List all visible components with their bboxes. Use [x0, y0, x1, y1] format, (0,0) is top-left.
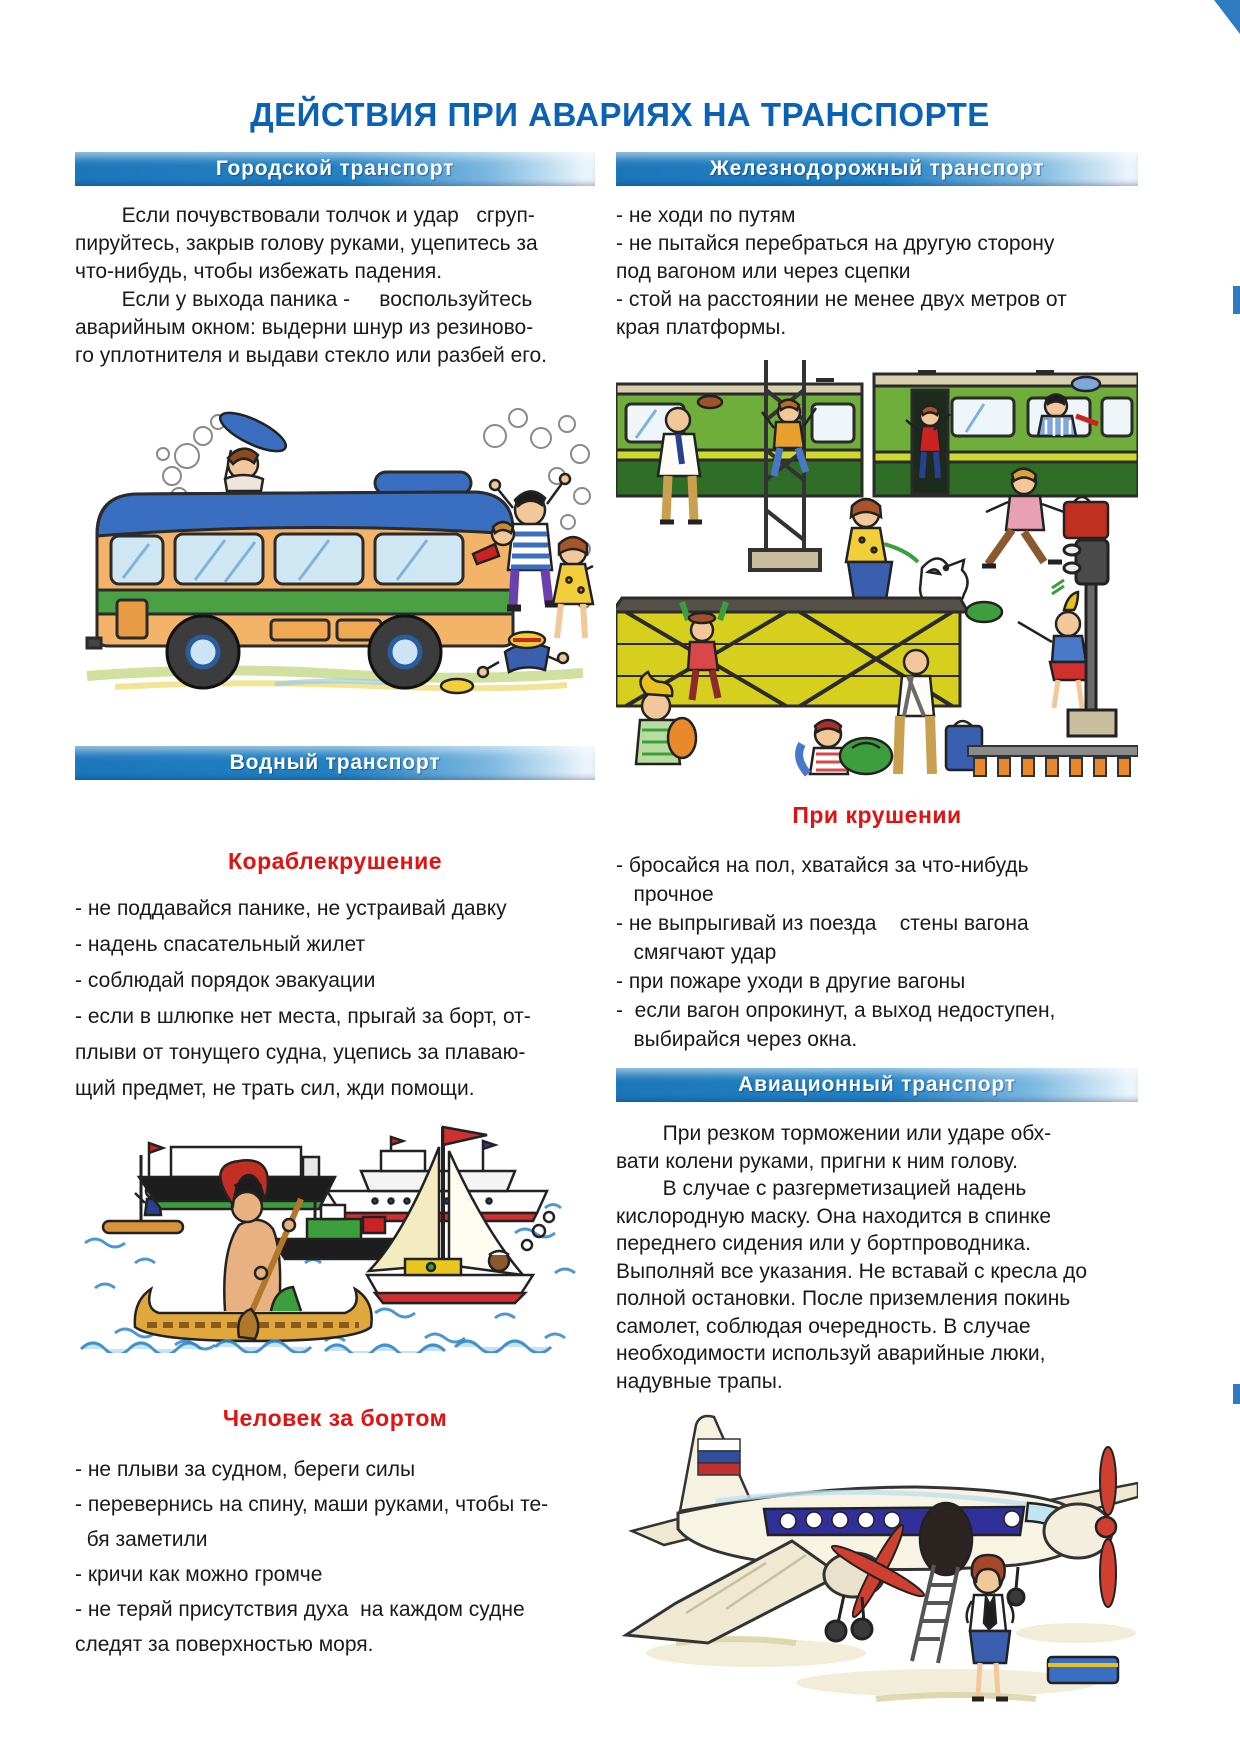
text-line: необходимости используй аварийные люки, [616, 1342, 1046, 1365]
aviation-illustration [616, 1403, 1138, 1727]
text-line: аварийным окном: выдерни шнур из резиново- [75, 316, 534, 339]
text-line: прочное [616, 883, 714, 906]
railway-rules-text [616, 202, 1138, 342]
text-line: - если в шлюпке нет места, прыгай за борт, от- [75, 1005, 531, 1028]
text-line: самолет, соблюдая очередность. В случае [616, 1314, 1031, 1338]
right-column [616, 152, 1138, 1727]
text-line: что-нибудь, чтобы избежать падения. [75, 260, 443, 283]
rail-crash-header: При крушении [792, 802, 962, 828]
text-line: следят за поверхностью моря. [75, 1633, 374, 1656]
text-line: - не выпрыгивай из поезда стены вагона [616, 912, 1029, 935]
text-line: пируйтесь, закрыв голову руками, уцепитесь за [75, 232, 538, 255]
text-line: - при пожаре уходи в другие вагоны [616, 970, 966, 993]
banner-railway-transport: Железнодорожный транспорт [616, 152, 1138, 186]
left-column [75, 152, 595, 1662]
text-line: кислородную маску. Она находится в спинке [616, 1204, 1052, 1228]
text-line: При резком торможении или ударе обх- [616, 1122, 1052, 1145]
text-line: - стой на расстоянии не менее двух метров от [616, 288, 1067, 311]
text-line: - не плыви за судном, береги силы [75, 1458, 416, 1481]
banner-city-transport: Городской транспорт [75, 152, 595, 186]
scan-artifact-edge-1 [1233, 286, 1240, 314]
banner-water-transport: Водный транспорт [75, 746, 595, 780]
text-line: - перевернись на спину, маши руками, чтобы те- [75, 1493, 549, 1516]
text-line: В случае с разгерметизацией надень [616, 1177, 1027, 1200]
text-line: бя заметили [75, 1528, 208, 1551]
city-transport-text [75, 202, 595, 370]
rail-crash-rules-text [616, 851, 1138, 1054]
text-line: смягчают удар [616, 941, 777, 964]
overboard-rules-text [75, 1452, 595, 1662]
text-line: - соблюдай порядок эвакуации [75, 969, 376, 992]
text-line: Выполняй все указания. Не вставай с кресла до [616, 1259, 1088, 1283]
water-transport-illustration [75, 1113, 595, 1353]
text-line: края платформы. [616, 316, 787, 339]
text-line: щий предмет, не трать сил, жди помощи. [75, 1077, 475, 1100]
text-line: - не поддавайся панике, не устраивай давку [75, 897, 507, 920]
text-line: Если почувствовали толчок и удар сгруп- [75, 204, 535, 227]
text-line: под вагоном или через сцепки [616, 260, 911, 283]
text-line: - не пытайся перебраться на другую сторону [616, 232, 1055, 255]
text-line: Если у выхода паника - воспользуйтесь [75, 288, 533, 311]
text-line: го уплотнителя и выдави стекло или разбей его. [75, 344, 548, 367]
text-line: надувные трапы. [616, 1369, 783, 1393]
text-line: переднего сидения или у бортпроводника. [616, 1232, 1031, 1255]
bus-accident-illustration [75, 384, 595, 698]
shipwreck-rules-text [75, 891, 595, 1107]
railway-station-illustration [616, 354, 1138, 784]
text-line: вати колени руками, пригни к ним голову. [616, 1149, 1018, 1173]
text-line: полной остановки. После приземления покинь [616, 1287, 1071, 1310]
banner-aviation-transport: Авиационный транспорт [616, 1068, 1138, 1102]
page-title: ДЕЙСТВИЯ ПРИ АВАРИЯХ НА ТРАНСПОРТЕ [250, 96, 990, 133]
text-line: - бросайся на пол, хватайся за что-нибудь [616, 854, 1029, 877]
aviation-text [616, 1120, 1138, 1395]
text-line: плыви от тонущего судна, уцепись за плаваю- [75, 1041, 526, 1064]
shipwreck-header: Кораблекрушение [228, 848, 442, 874]
text-line: - не ходи по путям [616, 204, 796, 227]
text-line: - не теряй присутствия духа на каждом судне [75, 1598, 525, 1621]
scan-artifact-corner [1214, 0, 1240, 34]
text-line: - если вагон опрокинут, а выход недоступен, [616, 999, 1056, 1022]
text-line: - кричи как можно громче [75, 1563, 323, 1586]
text-line: - надень спасательный жилет [75, 933, 366, 956]
overboard-header: Человек за бортом [222, 1405, 448, 1431]
text-line: выбирайся через окна. [616, 1028, 858, 1051]
scan-artifact-edge-2 [1233, 1384, 1240, 1404]
